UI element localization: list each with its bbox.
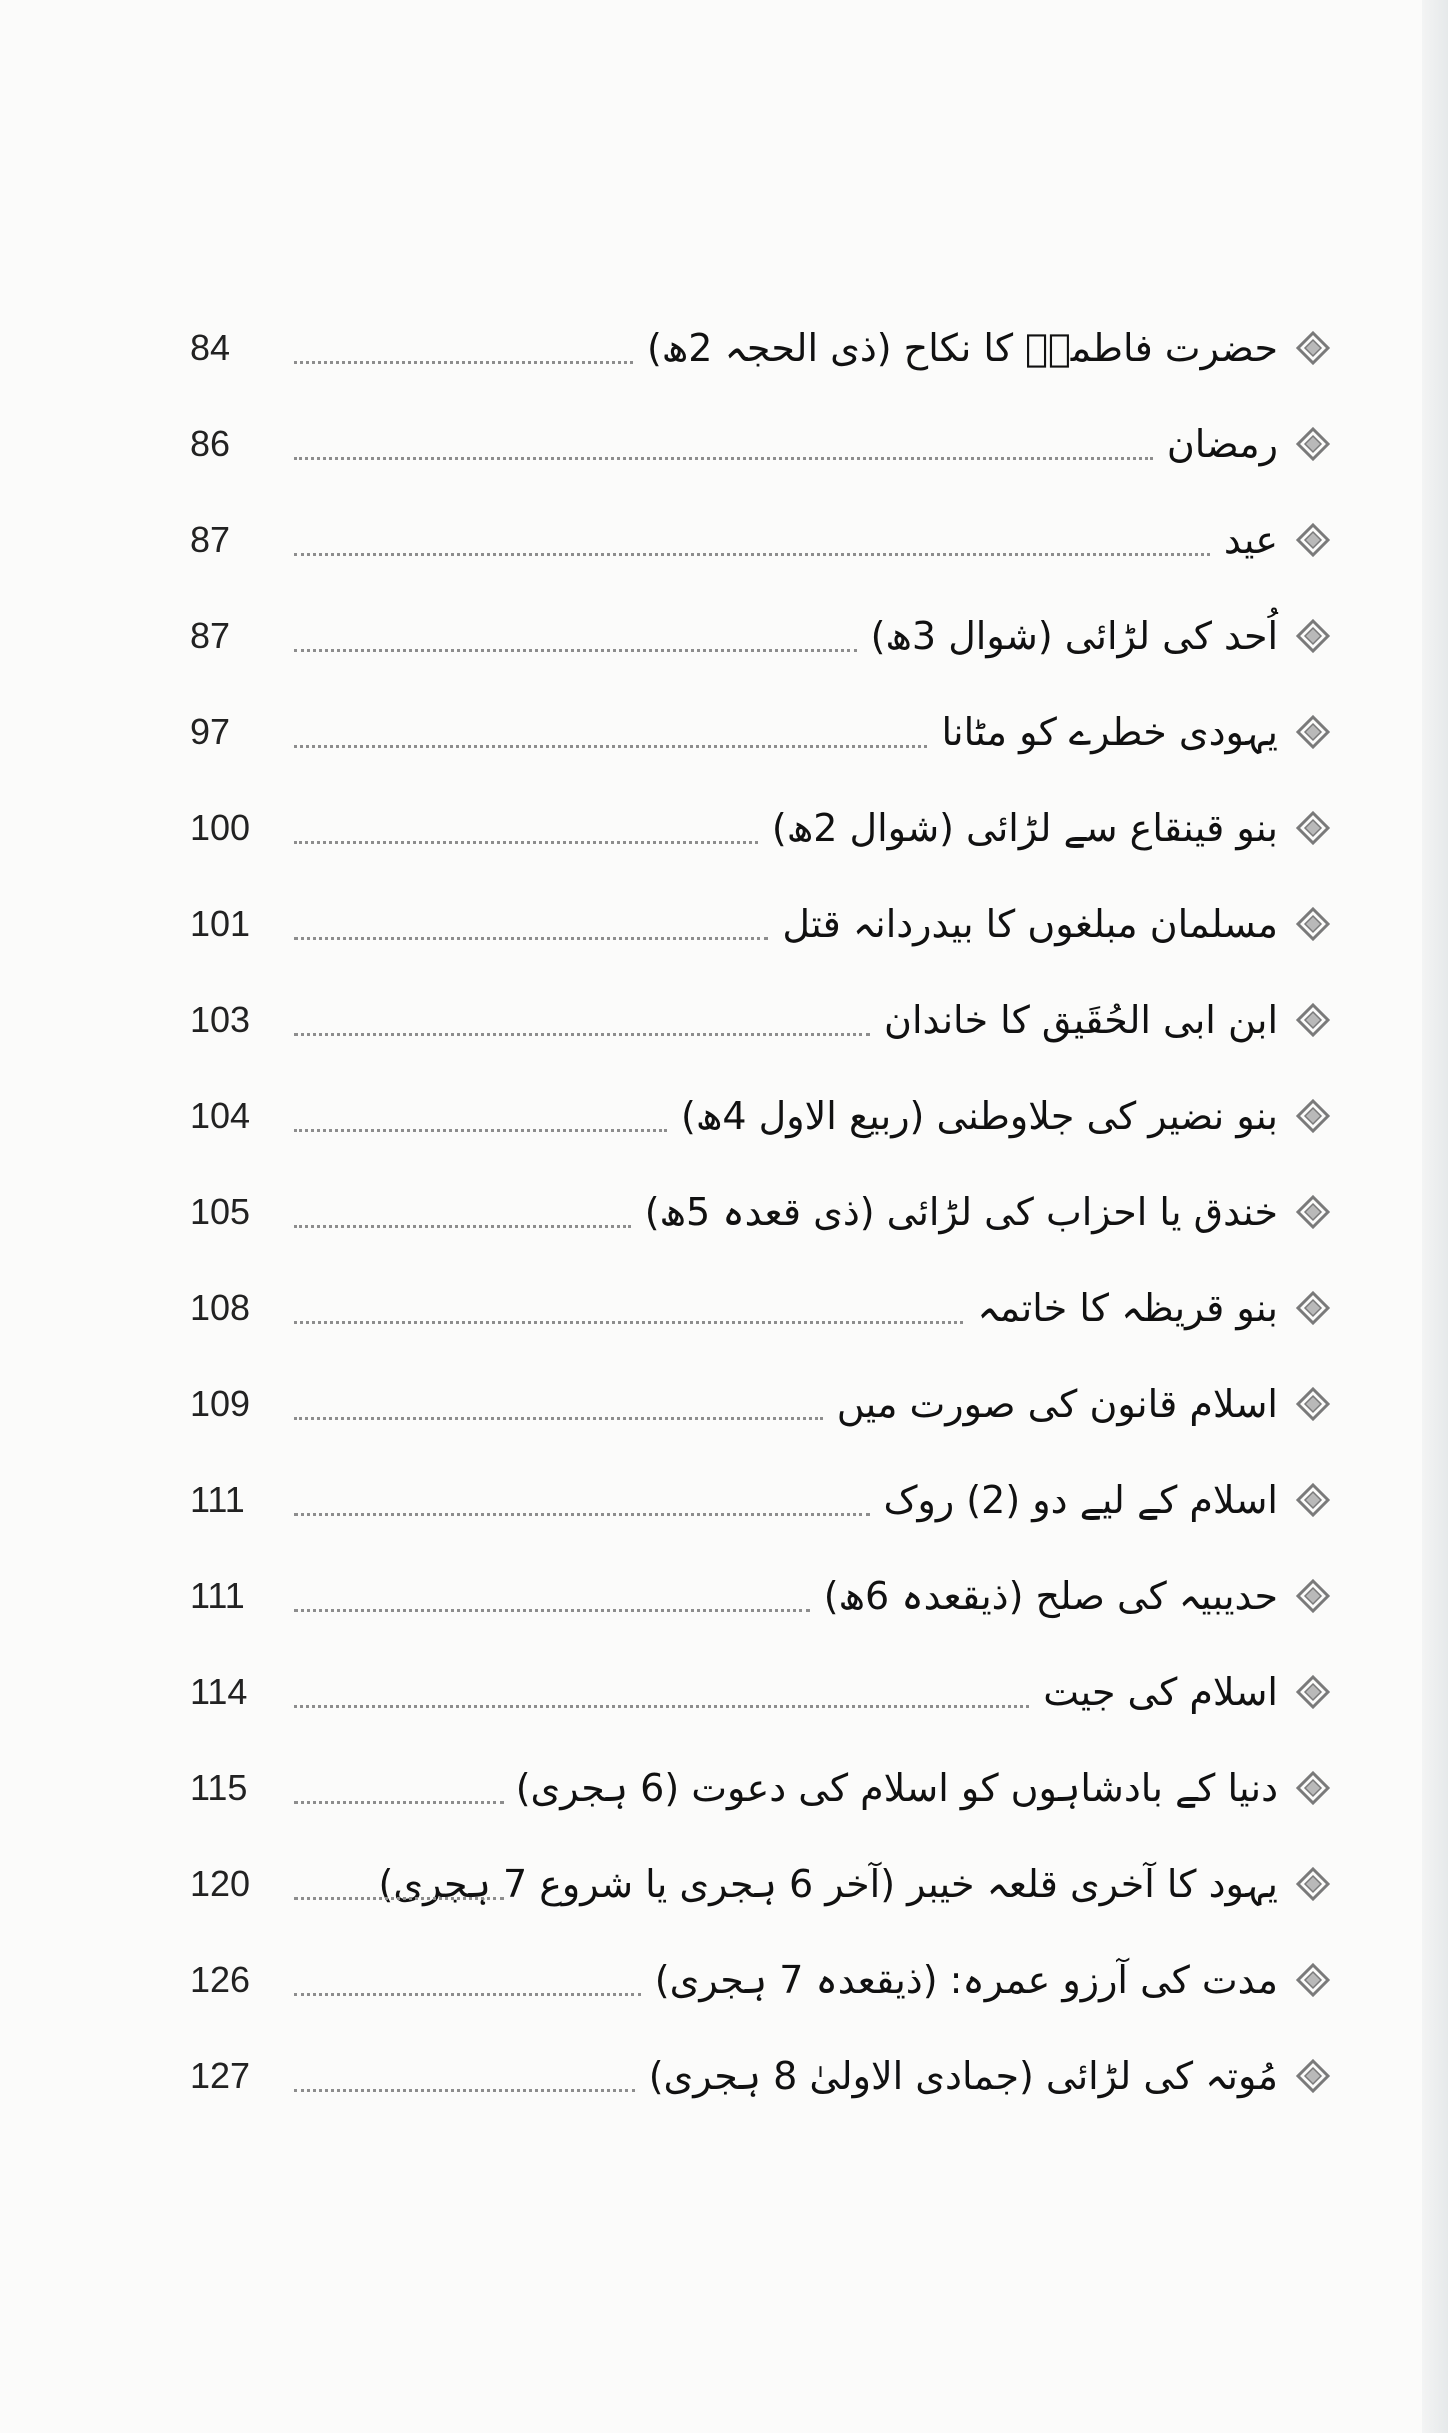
toc-entry xyxy=(190,1356,1330,1452)
page-number: 97 xyxy=(190,711,231,752)
dotted-leader xyxy=(294,745,927,748)
diamond-bullet-icon xyxy=(1296,1291,1330,1325)
diamond-bullet-icon xyxy=(1296,619,1330,653)
dotted-leader xyxy=(294,1705,1029,1708)
entry-title: ابن ابی الحُقَیق کا خاندان xyxy=(884,998,1278,1042)
toc-entry xyxy=(190,1740,1330,1836)
entry-title: یہود کا آخری قلعہ خیبر (آخر 6 ہجری یا شروع 7 ہجری) xyxy=(378,1862,1278,1906)
entry-title: بنو قریظہ کا خاتمہ xyxy=(977,1286,1278,1330)
page-edge xyxy=(1422,0,1448,2433)
entry-title: عید xyxy=(1223,518,1278,562)
diamond-bullet-icon xyxy=(1296,1867,1330,1901)
dotted-leader xyxy=(294,1129,667,1132)
dotted-leader xyxy=(294,649,857,652)
toc-entry xyxy=(190,1836,1330,1932)
page-number: 104 xyxy=(190,1095,251,1136)
dotted-leader xyxy=(294,1033,870,1036)
entry-title: مدت کی آرزو عمرہ: (ذیقعدہ 7 ہجری) xyxy=(654,1958,1278,2002)
toc-entry xyxy=(190,1932,1330,2028)
toc-entry xyxy=(190,876,1330,972)
toc-entry xyxy=(190,684,1330,780)
dotted-leader xyxy=(294,841,758,844)
toc-entry xyxy=(190,780,1330,876)
entry-title: حضرت فاطمہؓ کا نکاح (ذی الحجہ 2ھ) xyxy=(646,326,1278,370)
page-number: 101 xyxy=(190,903,251,944)
entry-title: دنیا کے بادشاہوں کو اسلام کی دعوت (6 ہجری) xyxy=(515,1766,1278,1810)
diamond-bullet-icon xyxy=(1296,1675,1330,1709)
diamond-bullet-icon xyxy=(1296,1387,1330,1421)
page-number: 108 xyxy=(190,1287,251,1328)
dotted-leader xyxy=(294,457,1153,460)
diamond-bullet-icon xyxy=(1296,907,1330,941)
toc-entry xyxy=(190,1068,1330,1164)
toc-entry xyxy=(190,972,1330,1068)
dotted-leader xyxy=(294,1993,641,1996)
entry-title: بنو قینقاع سے لڑائی (شوال 2ھ) xyxy=(771,806,1278,850)
entry-title: اُحد کی لڑائی (شوال 3ھ) xyxy=(870,614,1278,658)
page-number: 126 xyxy=(190,1959,251,2000)
dotted-leader xyxy=(294,1321,963,1324)
dotted-leader xyxy=(294,2089,635,2092)
page-number: 105 xyxy=(190,1191,251,1232)
diamond-bullet-icon xyxy=(1296,1483,1330,1517)
page-number: 115 xyxy=(190,1767,248,1808)
toc-entry xyxy=(190,1548,1330,1644)
dotted-leader xyxy=(294,1225,631,1228)
page-number: 111 xyxy=(190,1575,245,1616)
diamond-bullet-icon xyxy=(1296,1963,1330,1997)
entry-title: خندق یا احزاب کی لڑائی (ذی قعدہ 5ھ) xyxy=(644,1190,1278,1234)
page-number: 87 xyxy=(190,519,231,560)
entry-title: مسلمان مبلغوں کا بیدردانہ قتل xyxy=(782,902,1278,946)
toc-entry xyxy=(190,1260,1330,1356)
toc-entry xyxy=(190,492,1330,588)
diamond-bullet-icon xyxy=(1296,1771,1330,1805)
entry-title: بنو نضیر کی جلاوطنی (ربیع الاول 4ھ) xyxy=(681,1094,1278,1138)
entry-title: رمضان xyxy=(1166,422,1278,466)
entry-title: اسلام کے لیے دو (2) روک xyxy=(883,1478,1278,1522)
entry-title: مُوتہ کی لڑائی (جمادی الاولیٰ 8 ہجری) xyxy=(648,2054,1278,2098)
page-number: 86 xyxy=(190,423,231,464)
page-number: 103 xyxy=(190,999,251,1040)
diamond-bullet-icon xyxy=(1296,2059,1330,2093)
page-number: 100 xyxy=(190,807,251,848)
toc-entry xyxy=(190,588,1330,684)
entry-title: اسلام قانون کی صورت میں xyxy=(836,1382,1278,1426)
dotted-leader xyxy=(294,1897,504,1900)
page-number: 87 xyxy=(190,615,231,656)
page-number: 127 xyxy=(190,2055,251,2096)
table-of-contents xyxy=(190,300,1330,2124)
dotted-leader xyxy=(294,553,1210,556)
diamond-bullet-icon xyxy=(1296,715,1330,749)
entry-title: یہودی خطرے کو مٹانا xyxy=(941,710,1278,754)
toc-entry xyxy=(190,1452,1330,1548)
diamond-bullet-icon xyxy=(1296,427,1330,461)
diamond-bullet-icon xyxy=(1296,1003,1330,1037)
diamond-bullet-icon xyxy=(1296,331,1330,365)
dotted-leader xyxy=(294,361,633,364)
entry-title: حدیبیہ کی صلح (ذیقعدہ 6ھ) xyxy=(823,1574,1278,1618)
entry-title: اسلام کی جیت xyxy=(1043,1670,1278,1714)
dotted-leader xyxy=(294,1513,870,1516)
diamond-bullet-icon xyxy=(1296,1195,1330,1229)
page-number: 114 xyxy=(190,1671,248,1712)
page-number: 84 xyxy=(190,327,231,368)
toc-entry xyxy=(190,1644,1330,1740)
diamond-bullet-icon xyxy=(1296,1099,1330,1133)
dotted-leader xyxy=(294,1417,823,1420)
diamond-bullet-icon xyxy=(1296,1579,1330,1613)
toc-entry xyxy=(190,1164,1330,1260)
dotted-leader xyxy=(294,937,768,940)
diamond-bullet-icon xyxy=(1296,523,1330,557)
diamond-bullet-icon xyxy=(1296,811,1330,845)
toc-entry xyxy=(190,396,1330,492)
toc-entry xyxy=(190,300,1330,396)
page-number: 109 xyxy=(190,1383,251,1424)
page-number: 111 xyxy=(190,1479,245,1520)
dotted-leader xyxy=(294,1609,810,1612)
dotted-leader xyxy=(294,1801,504,1804)
toc-entry xyxy=(190,2028,1330,2124)
page-number: 120 xyxy=(190,1863,251,1904)
